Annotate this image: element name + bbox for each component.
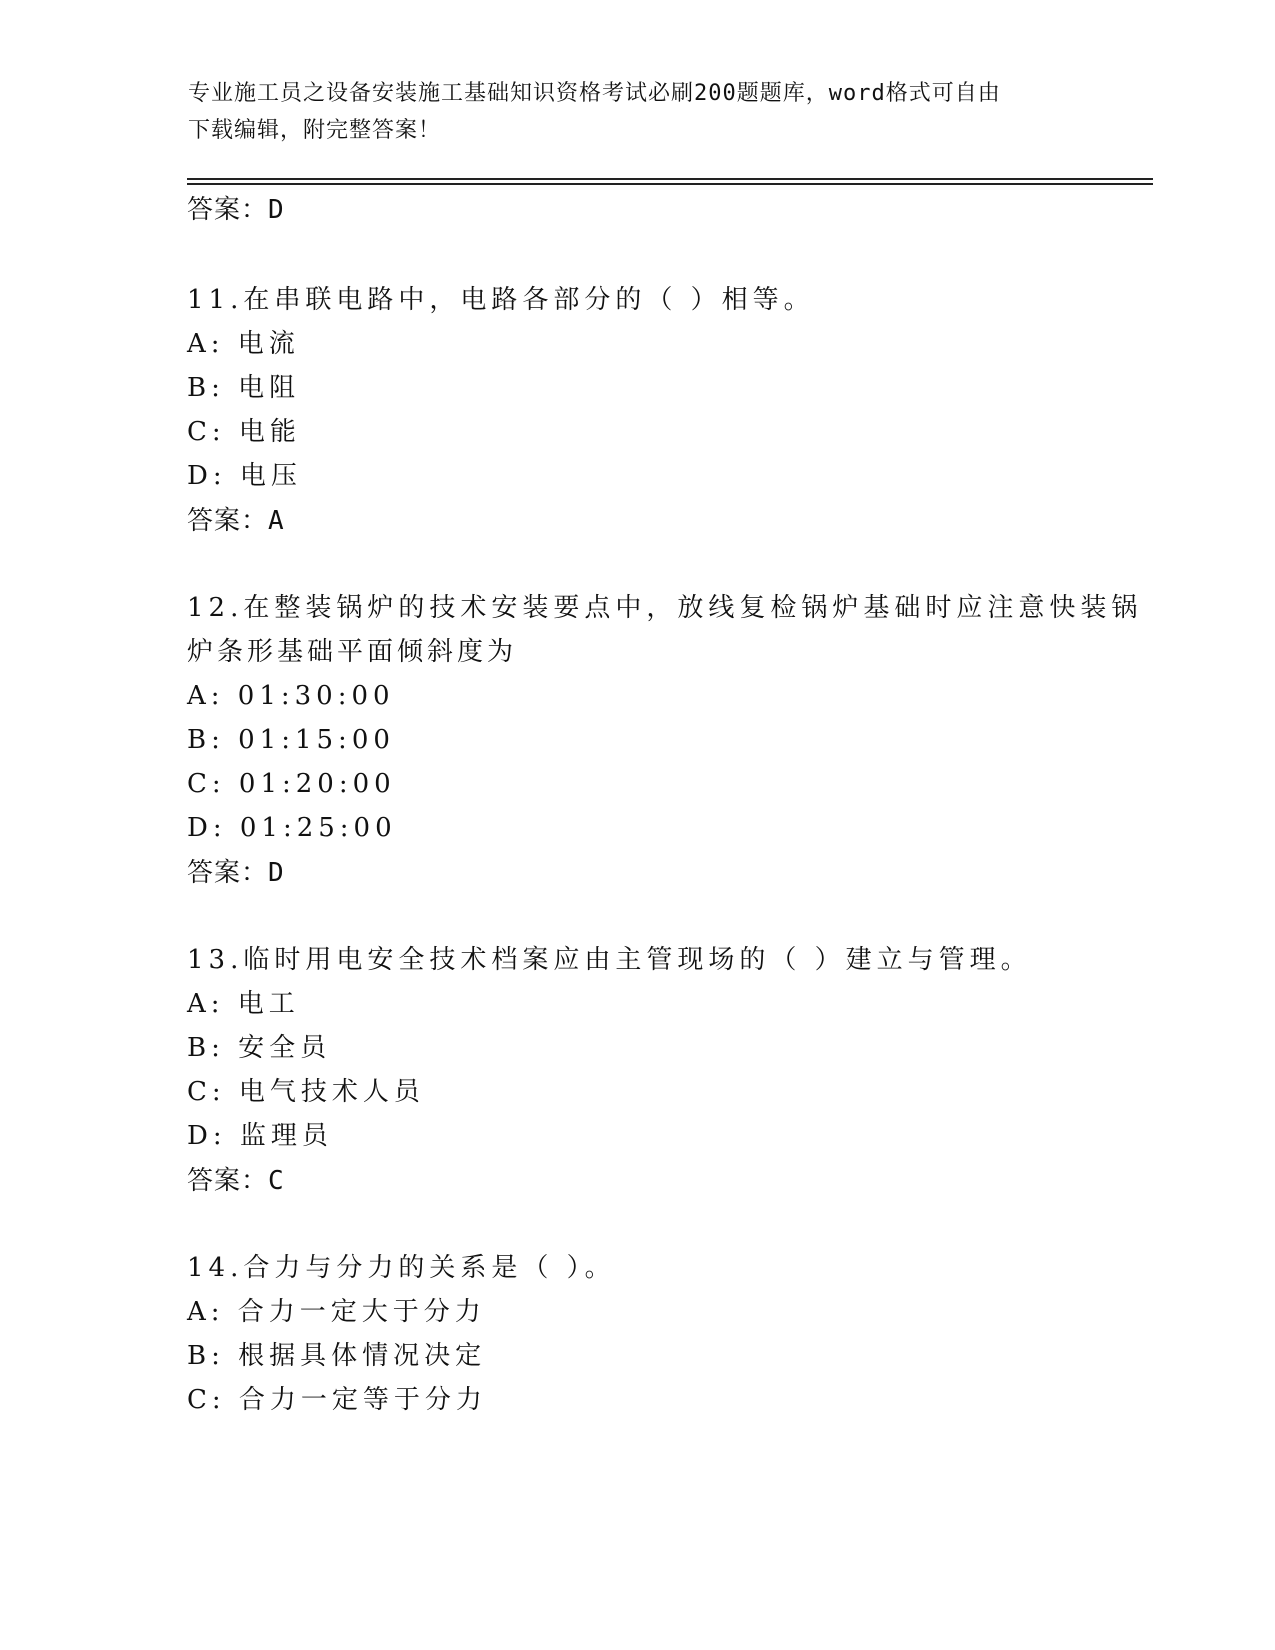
header-line-1: 专业施工员之设备安装施工基础知识资格考试必刷200题题库，word格式可自由 <box>188 81 1001 106</box>
question-11-option-b: B: 电阻 <box>187 373 301 403</box>
question-12-option-d: D: 01:25:00 <box>187 813 397 843</box>
question-14-stem: 14.合力与分力的关系是（ ）。 <box>187 1253 616 1283</box>
question-13-option-b: B: 安全员 <box>187 1033 332 1063</box>
question-13-option-a: A: 电工 <box>187 989 300 1019</box>
question-11-option-c: C: 电能 <box>187 417 301 447</box>
question-12-option-b: B: 01:15:00 <box>187 725 395 755</box>
question-12-option-c: C: 01:20:00 <box>187 769 396 799</box>
header-line-2: 下载编辑，附完整答案！ <box>188 118 442 143</box>
question-11-option-d: D: 电压 <box>187 461 302 491</box>
answer-q12: 答案：D <box>187 858 285 888</box>
question-14-option-c: C: 合力一定等于分力 <box>187 1385 487 1415</box>
answer-q11: 答案：A <box>187 506 285 536</box>
question-14-option-b: B: 根据具体情况决定 <box>187 1341 487 1371</box>
document-header <box>188 75 1068 149</box>
question-12-stem-line-2: 炉条形基础平面倾斜度为 <box>187 637 518 667</box>
question-13-stem: 13.临时用电安全技术档案应由主管现场的（ ）建立与管理。 <box>187 945 1032 975</box>
question-12-stem-line-1: 12.在整装锅炉的技术安装要点中，放线复检锅炉基础时应注意快装锅 <box>187 593 1143 623</box>
question-12-option-a: A: 01:30:00 <box>187 681 395 711</box>
answer-q13: 答案：C <box>187 1166 285 1196</box>
question-13-option-c: C: 电气技术人员 <box>187 1077 425 1107</box>
question-11-option-a: A: 电流 <box>187 329 300 359</box>
question-11-stem: 11.在串联电路中，电路各部分的（ ）相等。 <box>187 285 815 315</box>
header-divider-bottom <box>187 183 1153 185</box>
answer-q10: 答案：D <box>187 195 285 225</box>
question-13-option-d: D: 监理员 <box>187 1121 333 1151</box>
question-14-option-a: A: 合力一定大于分力 <box>187 1297 486 1327</box>
header-divider-top <box>187 178 1153 180</box>
